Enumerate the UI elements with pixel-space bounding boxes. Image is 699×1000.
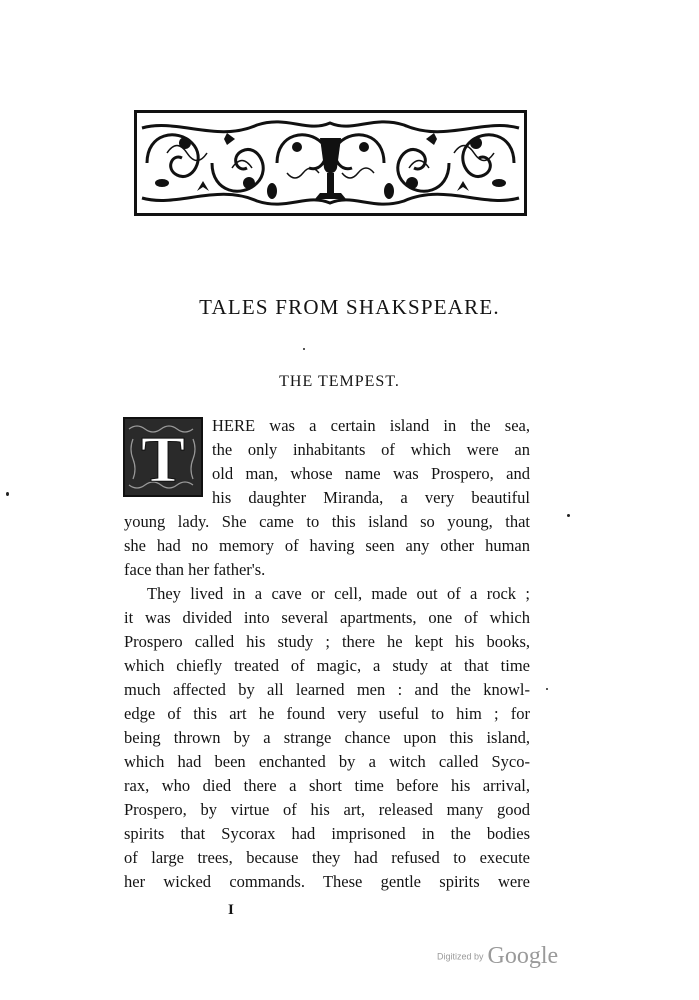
text-line: much affected by all learned men : and the knowl- [124, 680, 530, 699]
text-line: being thrown by a strange chance upon this island, [124, 728, 530, 747]
drop-cap-t-icon [125, 419, 201, 495]
watermark-prefix: Digitized by [437, 951, 484, 962]
text-line: of large trees, because they had refused to execute [124, 848, 530, 867]
print-speck [6, 492, 9, 496]
text-line: it was divided into several apartments, one of which [124, 608, 530, 627]
text-line: They lived in a cave or cell, made out of a rock ; [147, 584, 530, 603]
text-line: his daughter Miranda, a very beautiful [212, 488, 530, 507]
text-line: edge of this art he found very useful to him ; for [124, 704, 530, 723]
google-logo: Google [487, 943, 559, 969]
floral-scroll-ornament-icon [137, 113, 524, 213]
story-title: THE TEMPEST. [279, 373, 400, 390]
text-line: which had been enchanted by a witch called Syco- [124, 752, 530, 771]
book-title: TALES FROM SHAKSPEARE. [199, 295, 500, 319]
text-line: the only inhabitants of which were an [212, 440, 530, 459]
text-line: Prospero called his study ; there he kept his books, [124, 632, 530, 651]
text-line: young lady. She came to this island so young, that [124, 512, 530, 531]
print-speck [303, 348, 305, 350]
text-line: she had no memory of having seen any other human [124, 536, 530, 555]
ornamental-headpiece [134, 110, 527, 216]
text-line: spirits that Sycorax had imprisoned in the bodies [124, 824, 530, 843]
print-speck [546, 688, 548, 690]
svg-text:T: T [140, 423, 186, 495]
text-line: rax, who died there a short time before his arrival, [124, 776, 530, 795]
text-line: Prospero, by virtue of his art, released many good [124, 800, 530, 819]
text-line: her wicked commands. These gentle spirits were [124, 872, 530, 891]
digitized-watermark [437, 943, 558, 970]
text-line: HERE was a certain island in the sea, [212, 416, 530, 435]
signature-mark: I [228, 902, 234, 918]
text-line: which chiefly treated of magic, a study at that time [124, 656, 530, 675]
text-line: old man, whose name was Prospero, and [212, 464, 530, 483]
text-line: face than her father's. [124, 560, 266, 579]
print-speck [567, 514, 570, 517]
decorated-drop-cap [123, 417, 203, 497]
